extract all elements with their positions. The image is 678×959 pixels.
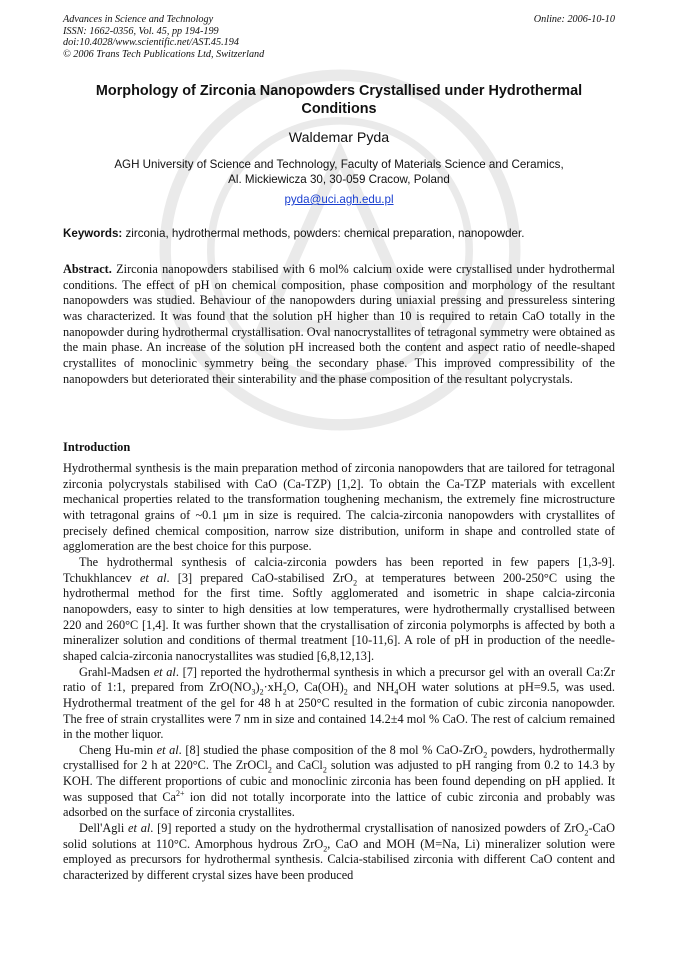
abstract	[63, 262, 615, 387]
copyright-line: © 2006 Trans Tech Publications Ltd, Switzerland	[63, 48, 265, 60]
affiliation-line-1: AGH University of Science and Technology, Faculty of Materials Science and Ceramics,	[114, 158, 564, 171]
paper-title: Morphology of Zirconia Nanopowders Crystallised under Hydrothermal Conditions	[95, 83, 583, 117]
intro-paragraph-1: Hydrothermal synthesis is the main preparation method of zirconia nanopowders that are tailored for tetragonal zirconia polycrystals stabilised with CaO (Ca-TZP) [1,2]. To obtain the Ca-TZP materials with excellent mechanical properties related to the transformation toughening mechanism, the extremely fine microstructure with tetragonal grains of ~0.1 μm in size is required. The calcia-zirconia nanopowders with crystallites of precisely defined chemical composition, narrow size distribution, uniform in shape and controlled state of agglomeration are the best choice for this purpose.	[63, 461, 615, 554]
doi-line: doi:10.4028/www.scientific.net/AST.45.194	[63, 37, 239, 49]
abstract-text: Zirconia nanopowders stabilised with 6 mol% calcium oxide were crystallised under hydrothermal conditions. The effect of pH on chemical composition, phase composition and morphology of the resultant nanopowders was studied. Behaviour of the nanopowders during uniaxial pressing and pressureless sintering was characterized. It was found that the solution pH higher than 10 is required to retain CaO totally in the nanopowder during hydrothermal crystallisation. Oval nanocrystallites of tetragonal symmetry were obtained as the main phase. An increase of the solution pH increased both the content and aspect ratio of needle-shaped crystallites of monoclinic symmetry being the secondary phase. This improved compressibility of the nanopowders but deteriorated their sinterability and the phase composition of the resultant polycrystals.	[63, 262, 615, 386]
keywords-text: zirconia, hydrothermal methods, powders: chemical preparation, nanopowder.	[122, 227, 525, 240]
keywords-label: Keywords:	[63, 227, 123, 240]
journal-header	[63, 14, 615, 60]
author-name: Waldemar Pyda	[288, 130, 390, 146]
abstract-label: Abstract.	[63, 262, 112, 276]
intro-paragraph-3: Grahl-Madsen et al. [7] reported the hydrothermal synthesis in which a precursor gel with an overall Ca:Zr ratio of 1:1, prepared from $ZrO(NO_3)_2\cdot xH_2O$, $Ca(OH)_2$ and $NH_4OH$ water solutions at pH=9.5, was used. Hydrothermal treatment of the gel for 48 h at 250°C resulted in the formation of cubic zirconia nanopowder. The free of strain crystallites were 7 nm in size and contained 14.2±4 mol % CaO. The rest of calcium remained in the mother liquor.	[63, 664, 616, 742]
email-link[interactable]: pyda@uci.agh.edu.pl	[284, 193, 394, 206]
affiliation-line-2: Al. Mickiewicza 30, 30-059 Cracow, Poland	[228, 173, 450, 186]
issn-line: ISSN: 1662-0356, Vol. 45, pp 194-199	[63, 25, 219, 37]
online-date: Online: 2006-10-10	[533, 14, 615, 25]
intro-paragraph-2: The hydrothermal synthesis of calcia-zirconia powders has been reported in few papers [1,3-9]. Tchukhlancev et al. [3] prepared CaO-stabilised ZrO$_2$ at temperatures between 200-250°C using the hydrothermal method for the first time. Softly agglomerated and isometric in shape calcia-zirconia nanopowders, easy to sinter to high densities at low temperatures, were hydrothermally crystallised between 220 and 260°C [1,4]. It was further shown that the crystallisation of zirconia polymorphs is affected by both a mineralizer solution and conditions of thermal treatment [10-11,6]. A role of pH in production of the needle-shaped calcia-zirconia nanocrystallites was studied [6,8,12,13].	[63, 554, 615, 663]
affiliation	[63, 157, 615, 187]
intro-paragraph-4: Cheng Hu-min et al. [8] studied the phase composition of the 8 mol % CaO-ZrO$_2$ powders, hydrothermally crystallised for 2 h at 220°C. The ZrOCl$_2$ and CaCl$_2$ solution was adjusted to pH ranging from 0.2 to 14.3 by KOH. The different proportions of cubic and monoclinic zirconia has been found depending on pH applied. It was supposed that $Ca^{2+}$ ion did not totally incorporate into the lattice of cubic zirconia and probably was adsorbed on the surface of zirconia crystallites.	[63, 742, 615, 820]
intro-paragraph-5: Dell'Agli et al. [9] reported a study on the hydrothermal crystallisation of nanosized powders of ZrO$_2$-CaO solid solutions at 110°C. Amorphous hydrous ZrO$_2$, CaO and MOH (M=Na, Li) mineralizer solution were employed as precursors for hydrothermal synthesis. Calcia-stabilised zirconia with different CaO content and characterized by different crystal sizes have been produced	[63, 821, 616, 883]
keywords	[63, 227, 615, 240]
journal-name: Advances in Science and Technology	[63, 14, 214, 25]
introduction-body	[63, 461, 615, 884]
email-line	[63, 193, 615, 206]
section-heading-introduction: Introduction	[63, 440, 131, 454]
